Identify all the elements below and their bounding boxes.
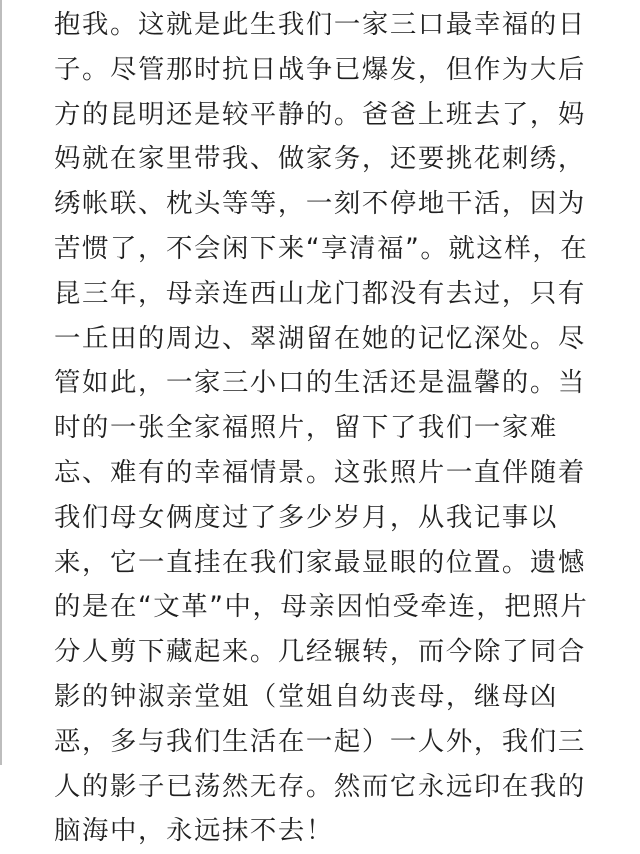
text-line: 我们母女俩度过了多少岁月，从我记事以 <box>54 501 558 533</box>
text-line: 分人剪下藏起来。几经辗转，而今除了同合 <box>54 636 586 668</box>
text-line: 管如此，一家三小口的生活还是温馨的。当 <box>54 367 586 399</box>
text-line: 忘、难有的幸福情景。这张照片一直伴随着 <box>54 456 586 488</box>
text-line: 人的影子已荡然无存。然而它永远印在我的 <box>54 770 586 802</box>
text-line: 时的一张全家福照片，留下了我们一家难 <box>54 412 558 444</box>
text-line: 绣帐联、枕头等等，一刻不停地干活，因为 <box>54 188 586 220</box>
text-line: 来，它一直挂在我们家最显眼的位置。遗憾 <box>54 546 586 578</box>
article-text <box>54 3 614 854</box>
left-edge-divider <box>0 0 2 765</box>
text-line: 抱我。这就是此生我们一家三口最幸福的日 <box>54 9 586 40</box>
text-line: 影的钟淑亲堂姐（堂姐自幼丧母，继母凶 <box>54 680 558 712</box>
text-line: 苦惯了，不会闲下来“享清福”。就这样，在 <box>54 232 589 264</box>
text-line: 一丘田的周边、翠湖留在她的记忆深处。尽 <box>54 322 586 354</box>
text-line: 脑海中，永远抹不去！ <box>54 815 334 847</box>
text-line: 方的昆明还是较平静的。爸爸上班去了，妈 <box>54 98 586 130</box>
text-line: 昆三年，母亲连西山龙门都没有去过，只有 <box>54 277 586 309</box>
text-line: 的是在“文革”中，母亲因怕受牵连，把照片 <box>54 591 589 623</box>
text-line: 恶，多与我们生活在一起）一人外，我们三 <box>54 725 586 757</box>
text-line: 子。尽管那时抗日战争已爆发，但作为大后 <box>54 53 586 85</box>
text-line: 妈就在家里带我、做家务，还要挑花刺绣， <box>54 143 586 175</box>
